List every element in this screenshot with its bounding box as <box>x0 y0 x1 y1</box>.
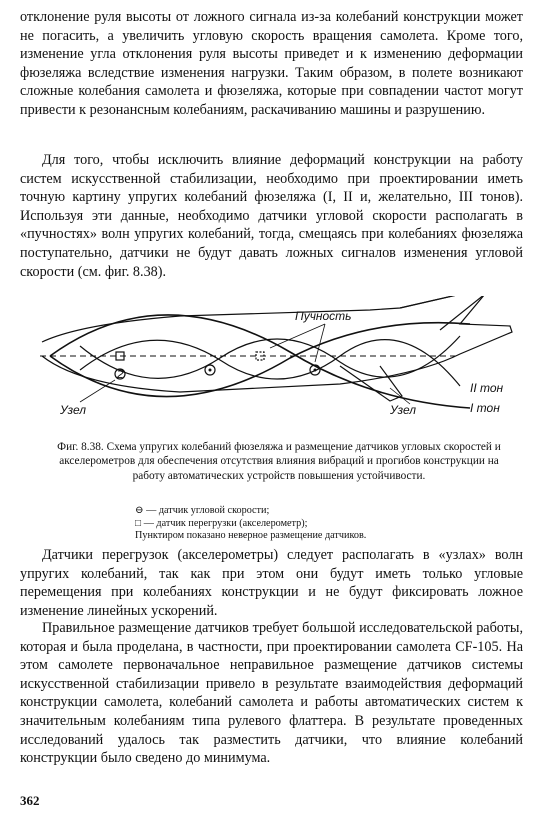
paragraph-3: Датчики перегрузок (акселерометры) следует располагать в «узлах» волн упругих колебаний, так как при этом они будут иметь только угловые перемещения при колебаниях конструкции и не будут фиксировать ложное изменение линейных ускорений. <box>20 547 523 619</box>
label-node-left: Узел <box>60 403 87 417</box>
legend-accel: □ — датчик перегрузки (акселерометр); <box>135 517 308 529</box>
figure-fuselage-vibration <box>40 296 520 430</box>
figure-legend <box>135 505 455 543</box>
paragraph-1: отклонение руля высоты от ложного сигнала из-за колебаний конструкции может не погасить, а увеличить угловую скорость вращения самолета. Кроме того, изменение угла отклонения руля высоты приведет и к изменению деформации фюзеляжа вследствие изменения нагрузки. Таким образом, в полете возникают сложные колебания самолета и фюзеляжа, которые при совпадении частот могут привести к резонансным колебаниям, раскачиванию машины и разрушению. <box>20 9 523 118</box>
label-tone-2: II тон <box>470 381 504 395</box>
page-number: 362 <box>20 793 40 808</box>
tone-1-wave <box>50 315 470 408</box>
legend-gyro: ⊖ — датчик угловой скорости; <box>135 505 270 516</box>
tone-1-wave-mirror <box>50 323 470 397</box>
paragraph-4: Правильное размещение датчиков требует большой исследовательской работы, которая и была проделана, в частности, при проектировании самолета CF-105. На этом самолете первоначальное неправильное размещение датчиков системы искусственной стабилизации привело в результате взаимодействия деформаций конструкции самолета, колебаний самолета и работы автоматических систем к значительным колебаниям типа рулевого флаттера. В результате проведенных исследований удалось так разместить датчики, что влияние колебаний конструкции было сведено до минимума. <box>20 620 523 767</box>
paragraph-2: Для того, чтобы исключить влияние деформаций конструкции на работу систем искусственной стабилизации, необходимо при проектировании иметь точную картину упругих колебаний фюзеляжа (I, II и, желательно, III тонов). Используя эти данные, необходимо датчики угловой скорости располагать в «пучностях» волн упругих колебаний, тогда, смещаясь при колебаниях фюзеляжа поступательно, датчики не будут давать ложных сигналов изменения угловой скорости (см. фиг. 8.38). <box>20 152 523 280</box>
fuselage-vibration-diagram <box>40 296 520 430</box>
label-tone-1: I тон <box>470 401 500 415</box>
antinode-leader-1 <box>270 324 325 348</box>
legend-note: Пунктиром показано неверное размещение датчиков. <box>135 530 367 542</box>
label-node-right: Узел <box>390 403 417 417</box>
figure-caption: Фиг. 8.38. Схема упругих колебаний фюзеляжа и размещение датчиков угловых скоростей и акселерометров для обеспечения отсутствия влияния вибраций и прогибов конструкции на работу автоматических устройств повышения устойчивости. <box>57 441 501 482</box>
tone-2-wave <box>80 340 460 386</box>
gyro-marker-3-dot <box>314 369 317 372</box>
label-antinode: Пучность <box>295 309 352 323</box>
gyro-marker-2-dot <box>209 369 212 372</box>
label-gyro-mark: 2 <box>117 367 124 381</box>
